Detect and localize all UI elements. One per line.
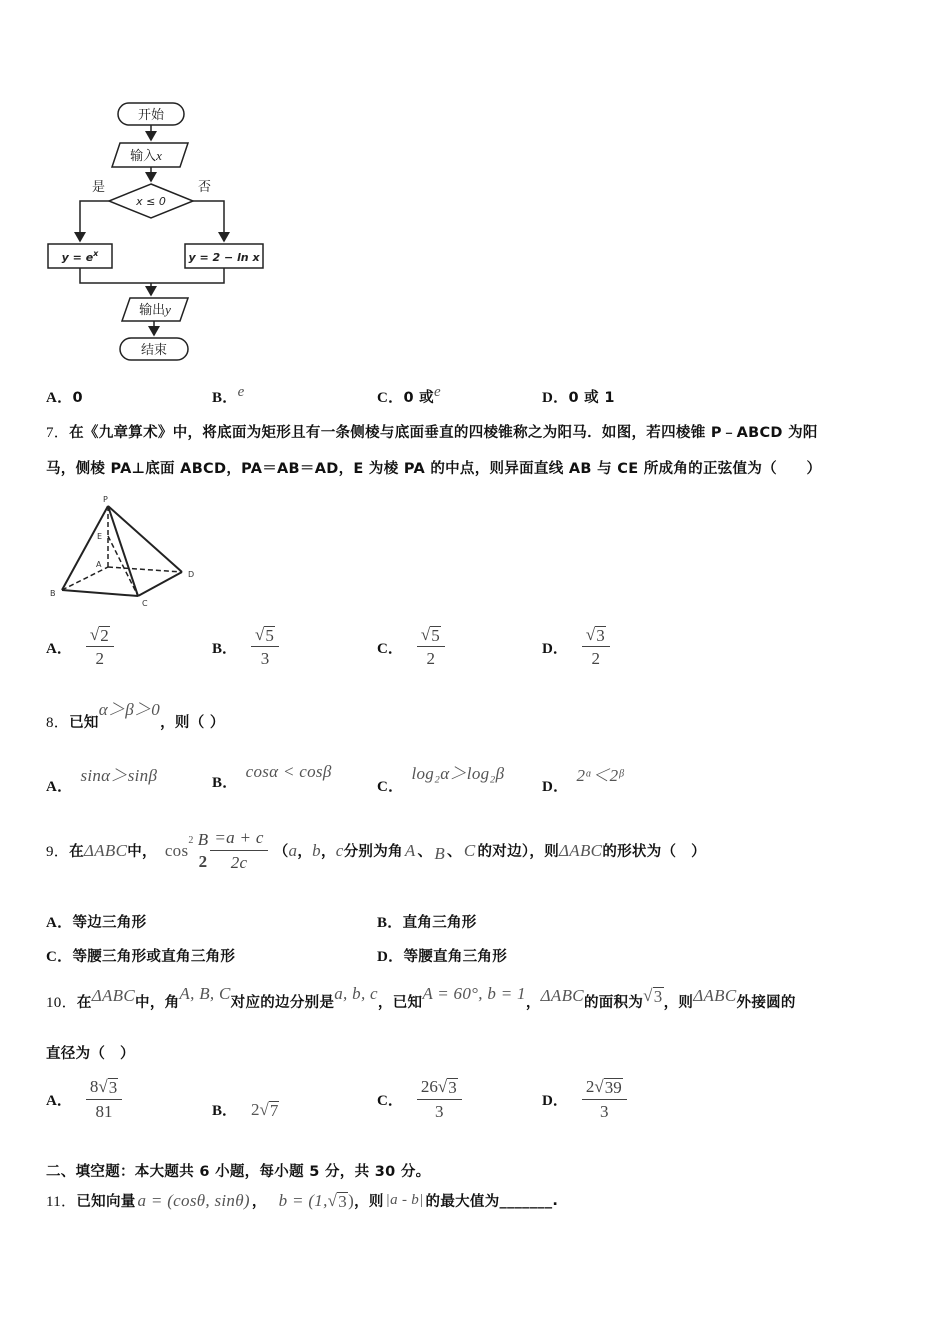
section-2-heading: 二、填空题：本大题共 6 小题，每小题 5 分，共 30 分。 — [46, 1164, 431, 1180]
flow-left-process-exp: x — [93, 249, 99, 258]
q6-option-a[interactable]: A．0 — [46, 390, 83, 406]
q8-option-a[interactable]: A．sinα＞sinβ — [46, 766, 158, 795]
flow-output-var: y — [165, 302, 171, 317]
q7-option-b[interactable]: B． √ 5 3 — [212, 626, 279, 669]
flow-input-label: 输入 — [130, 149, 157, 164]
q9-option-a[interactable]: A．等边三角形 — [46, 915, 147, 931]
svg-text:输入x — [130, 148, 162, 164]
flow-start-label: 开始 — [137, 108, 165, 123]
q6-option-c[interactable]: C．0 或e — [377, 384, 441, 406]
q8-option-c[interactable]: C．log₂α＞log₂β — [377, 764, 505, 795]
svg-text:输出y — [139, 302, 171, 318]
q7-option-c[interactable]: C． √ 5 2 — [377, 626, 445, 669]
label-D: D — [188, 570, 195, 579]
flow-yes-label: 是 — [92, 180, 106, 195]
q8-stem: 8．已知α＞β＞0，则（ ） — [46, 700, 225, 731]
label-E: E — [97, 532, 103, 541]
q8-option-d[interactable]: D．2ᵅ＜2ᵝ — [542, 766, 624, 795]
flow-end-label: 结束 — [140, 343, 168, 358]
q8-option-b[interactable]: B．cosα < cosβ — [212, 762, 332, 791]
flow-decision-label: x ≤ 0 — [136, 195, 166, 208]
flowchart — [40, 95, 280, 370]
q7-line-1: 7．在《九章算术》中，将底面为矩形且有一条侧棱与底面垂直的四棱锥称之为阳马．如图，若四棱锥 P﹣ABCD 为阳 — [46, 425, 818, 441]
flow-no-label: 否 — [198, 180, 212, 195]
q10-option-c[interactable]: C． 26 √ 3 3 — [377, 1077, 462, 1122]
label-C: C — [142, 599, 148, 608]
q10-option-b[interactable]: B． 2 √ 7 — [212, 1099, 279, 1120]
q9-stem: 9． 在 ΔABC 中， cos 2 B 2 $\frac{=a + c}{2c}$ （ a ， b ， c 分别为角 A 、 B 、 C 的对边），则 ΔABC 的形状为（ ） — [46, 828, 706, 872]
q11-stem: 11． 已知向量 a = (cosθ, sinθ) ， b = (1, √ 3 ) ，则 |a - b| 的最大值为 _______ . — [46, 1190, 559, 1211]
label-P: P — [103, 495, 108, 504]
q7-line-2: 马，侧棱 PA⊥底面 ABCD，PA＝AB＝AD，E 为棱 PA 的中点，则异面直线 AB 与 CE 所成角的正弦值为（ ） — [46, 461, 822, 477]
q10-option-a[interactable]: A． 8 √ 3 81 — [46, 1077, 122, 1122]
q9-option-d[interactable]: D．等腰直角三角形 — [377, 949, 508, 965]
q6-option-d[interactable]: D．0 或 1 — [542, 390, 615, 406]
label-A: A — [96, 560, 102, 569]
q10-stem-line-1: 10．在ΔABC中，角A, B, C对应的边分别是a, b, c，已知A = 60°, b = 1，ΔABC的面积为 √ 3 ，则ΔABC外接圆的 — [46, 984, 796, 1011]
q9-option-b[interactable]: B．直角三角形 — [377, 915, 477, 931]
q10-option-d[interactable]: D． 2 √ 39 3 — [542, 1077, 627, 1122]
label-B: B — [50, 589, 56, 598]
flow-output-label: 输出 — [139, 303, 166, 318]
flow-left-process-label: y = e — [61, 251, 94, 264]
pyramid-figure — [46, 492, 206, 612]
flow-right-process-label: y = 2 − ln x — [188, 251, 260, 264]
q7-option-d[interactable]: D． √ 3 2 — [542, 626, 610, 669]
q10-stem-line-2: 直径为（ ） — [46, 1046, 135, 1062]
q6-option-b[interactable]: B．e — [212, 384, 245, 406]
flow-input-var: x — [156, 148, 162, 163]
q9-option-c[interactable]: C．等腰三角形或直角三角形 — [46, 949, 236, 965]
q7-option-a[interactable]: A． √ 2 2 — [46, 626, 114, 669]
